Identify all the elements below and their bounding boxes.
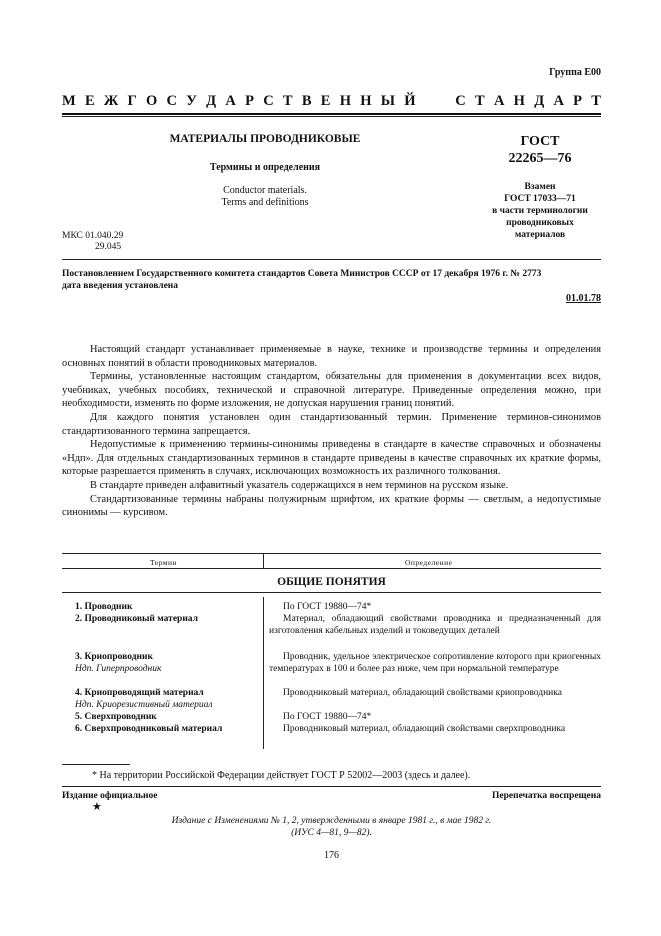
definition-cell xyxy=(269,651,601,675)
replaces-line: ГОСТ 17033—71 xyxy=(504,194,576,204)
doc-title: МАТЕРИАЛЫ ПРОВОДНИКОВЫЕ xyxy=(169,133,361,145)
definition-text: По ГОСТ 19880—74* xyxy=(283,602,372,612)
heading-letter: Т xyxy=(282,93,293,109)
heading-letter: М xyxy=(62,93,76,109)
gost-number-block xyxy=(480,133,600,167)
footnote: * На территории Российской Федерации действует ГОСТ Р 52002—2003 (здесь и далее). xyxy=(92,770,471,781)
heading-letter: С xyxy=(455,93,466,109)
heading-letter: Е xyxy=(84,93,95,109)
heading-letter: Д xyxy=(534,93,545,109)
heading-letter: О xyxy=(145,93,158,109)
english-title-line: Terms and definitions xyxy=(221,197,309,208)
doc-subtitle: Термины и определения xyxy=(209,162,321,173)
footnote-rule xyxy=(62,764,130,765)
column-header-term: Термин xyxy=(150,558,178,567)
header-divider xyxy=(263,553,264,568)
heading-letter: Р xyxy=(573,93,583,109)
heading-letter: Ы xyxy=(380,93,395,109)
table-header-rule xyxy=(62,568,601,569)
heading-letter: А xyxy=(493,93,505,109)
heading-letter xyxy=(440,93,446,110)
intro-paragraph: В стандарте приведен алфавитный указатель содержащихся в нем терминов на русском языке. xyxy=(90,479,509,491)
ndp-term xyxy=(75,699,260,711)
term-cell: 5. Сверхпроводник xyxy=(75,712,157,722)
column-divider xyxy=(263,597,264,749)
english-title-line: Conductor materials. xyxy=(223,185,307,196)
term-cell: 1. Проводник xyxy=(75,602,133,612)
term-cell: 2. Проводниковый материал xyxy=(75,614,198,624)
heading-letter: С xyxy=(263,93,274,109)
definition-text: Проводник, удельное электрическое сопротивление которого при криогенных температурах в 100 и более раз ниже, чем при нормальной температуре xyxy=(269,652,601,675)
mks-code: МКС 01.040.29 xyxy=(62,231,124,241)
heading-letter: А xyxy=(225,93,236,109)
term-cell xyxy=(75,651,260,675)
decree-line: дата введения установлена xyxy=(62,281,179,291)
heading-letter: Н xyxy=(513,93,525,109)
definition-cell xyxy=(269,613,601,637)
intro-paragraph: Для каждого понятия установлен один стандартизованный термин. Применение терминов-синонимов стандартизованного термина запрещается. xyxy=(62,411,601,437)
gost-number: 22265—76 xyxy=(508,151,572,166)
term-text: 3. Криопроводник xyxy=(75,652,153,662)
ndp-text: Ндп. Гиперпроводник xyxy=(75,664,162,675)
intro-text xyxy=(62,343,601,520)
decree-line: Постановлением Государственного комитета стандартов Совета Министров СССР от 17 декабря 1976 г. № 2773 xyxy=(62,269,542,279)
replaces-block xyxy=(470,181,610,241)
heading-letter xyxy=(425,93,431,110)
definition-text: Проводниковый материал, обладающий свойствами сверхпроводника xyxy=(283,724,566,734)
group-code: Группа Е00 xyxy=(549,67,601,78)
decree-text xyxy=(62,268,601,292)
intro-paragraph: Настоящий стандарт устанавливает применяемые в науке, технике и производстве термины и определения основных понятий в области проводниковых материалов. xyxy=(62,344,601,369)
definition-text: Проводниковый материал, обладающий свойствами криопроводника xyxy=(283,688,562,698)
definition-cell xyxy=(269,711,601,723)
intro-paragraph: Недопустимые к применению термины-синонимы приведены в стандарте в качестве справочных и обозначены «Ндп». Для отдельных стандартизованных терминов в стандарте приведены в качестве справочных их краткие формы, которые разрешается применять в случаях, исключающих возможность их различного толкования. xyxy=(62,439,601,478)
header-rule-1 xyxy=(62,113,601,115)
table-top-rule xyxy=(62,553,601,554)
heading-letter: В xyxy=(301,93,312,109)
heading-letter: Н xyxy=(360,93,372,109)
term-cell xyxy=(75,687,260,711)
heading-letter: Е xyxy=(320,93,331,109)
definition-cell xyxy=(269,723,601,735)
header-rule-2 xyxy=(62,116,601,117)
heading-letter: Й xyxy=(404,93,416,109)
mks-code-2: 29.045 xyxy=(95,242,122,252)
replaces-line: материалов xyxy=(514,230,566,240)
heading-letter: Т xyxy=(475,93,485,109)
replaces-line: Взамен xyxy=(524,182,556,192)
heading-letter: Т xyxy=(591,93,601,109)
definition-cell xyxy=(269,601,601,613)
term-text: 4. Криопроводящий материал xyxy=(75,688,204,698)
heading-letter: Д xyxy=(206,93,217,109)
page-number: 176 xyxy=(324,850,339,861)
heading-letter: Р xyxy=(245,93,254,109)
standard-heading xyxy=(62,93,601,110)
intro-paragraph: Стандартизованные термины набраны полужирным шрифтом, их краткие формы — светлым, а недопустимые синонимы — курсивом. xyxy=(62,493,601,519)
effective-date: 01.01.78 xyxy=(566,293,601,304)
reprint-notice: Перепечатка воспрещена xyxy=(491,791,601,801)
heading-letter: А xyxy=(553,93,564,109)
term-cell: 6. Сверхпроводниковый материал xyxy=(75,724,223,734)
gost-label: ГОСТ xyxy=(520,134,560,149)
column-header-definition: Определение xyxy=(405,558,453,567)
replaces-line: проводниковых xyxy=(506,218,574,228)
footer-rule xyxy=(62,786,601,787)
amendment-line: Издание с Изменениями № 1, 2, утвержденными в январе 1981 г., в мае 1982 г. xyxy=(171,816,492,826)
ndp-term xyxy=(75,663,260,675)
section-heading: ОБЩИЕ ПОНЯТИЯ xyxy=(277,576,386,588)
amendments xyxy=(62,815,601,839)
star-icon: ★ xyxy=(92,801,102,813)
heading-letter: С xyxy=(166,93,177,109)
intro-paragraph: Термины, установленные настоящим стандартом, обязательны для применения в документации всех видов, учебниках, учебных пособиях, технической и справочной литературе. Приведенные определения можно, при необходимости, изменять по форме изложения, не допуская нарушения границ понятий. xyxy=(62,371,601,410)
definition-text: По ГОСТ 19880—74* xyxy=(283,712,372,722)
ndp-text: Ндп. Криорезистивный материал xyxy=(75,700,213,711)
heading-letter: У xyxy=(186,93,197,109)
replaces-line: в части терминологии xyxy=(492,206,588,216)
heading-letter: Н xyxy=(339,93,351,109)
definition-cell xyxy=(269,687,601,699)
official-edition: Издание официальное xyxy=(62,791,158,801)
decree-rule xyxy=(62,259,601,260)
heading-letter: Ж xyxy=(103,93,119,109)
heading-letter: Г xyxy=(127,93,137,109)
definition-text: Материал, обладающий свойствами проводника и предназначенный для изготовления кабельных изделий и токоведущих деталей xyxy=(269,614,601,637)
section-rule xyxy=(62,592,601,593)
amendment-line: (ИУС 4—81, 9—82). xyxy=(291,828,372,838)
english-title xyxy=(150,185,380,209)
